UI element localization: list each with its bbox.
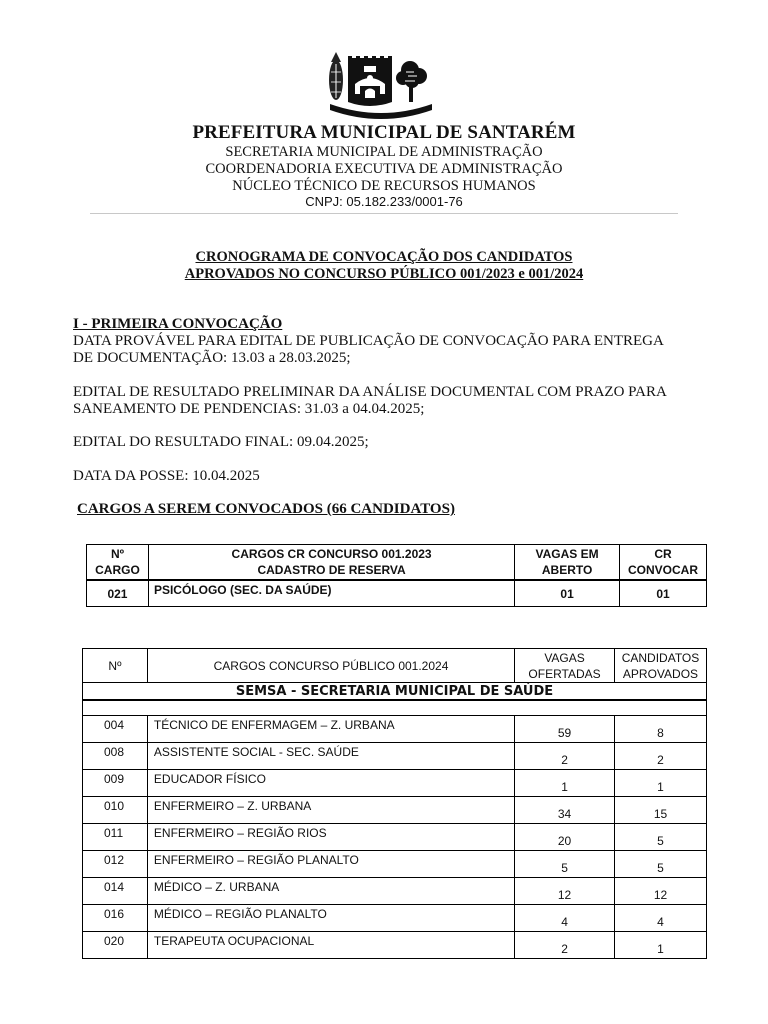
secretariat-line: SECRETARIA MUNICIPAL DE ADMINISTRAÇÃO bbox=[225, 144, 543, 160]
cell-aprovados: 12 bbox=[615, 878, 707, 905]
cell-vagas: 59 bbox=[515, 716, 615, 743]
cell-vagas: 01 bbox=[515, 580, 620, 607]
cell-name: ENFERMEIRO – REGIÃO RIOS bbox=[147, 824, 514, 851]
cell-name: MÉDICO – REGIÃO PLANALTO bbox=[147, 905, 514, 932]
table-row bbox=[87, 580, 707, 607]
cell-convocar: 01 bbox=[620, 580, 707, 607]
schedule-item-documentation-line2: DE DOCUMENTAÇÃO: 13.03 a 28.03.2025; bbox=[73, 350, 351, 366]
cell-vagas: 2 bbox=[515, 932, 615, 959]
document-title-line1: CRONOGRAMA DE CONVOCAÇÃO DOS CANDIDATOS bbox=[195, 249, 573, 265]
cell-code: 008 bbox=[83, 743, 148, 770]
cargos-heading: CARGOS A SEREM CONVOCADOS (66 CANDIDATOS) bbox=[77, 501, 455, 517]
column-header-number: Nº CARGO bbox=[87, 545, 149, 581]
header-divider bbox=[90, 213, 678, 214]
column-header-number: Nº bbox=[83, 649, 148, 683]
cell-aprovados: 15 bbox=[615, 797, 707, 824]
cell-vagas: 1 bbox=[515, 770, 615, 797]
column-header-aprovados: CANDIDATOS APROVADOS bbox=[615, 649, 707, 683]
section-label-semsa: SEMSA - SECRETARIA MUNICIPAL DE SAÚDE bbox=[83, 683, 707, 701]
cell-name: ENFERMEIRO – REGIÃO PLANALTO bbox=[147, 851, 514, 878]
municipality-title: PREFEITURA MUNICIPAL DE SANTARÉM bbox=[192, 122, 576, 143]
cell-vagas: 34 bbox=[515, 797, 615, 824]
schedule-item-preliminary-line2: SANEAMENTO DE PENDENCIAS: 31.03 a 04.04.2025; bbox=[73, 401, 425, 417]
table-row bbox=[83, 716, 707, 743]
column-header-cargo: CARGOS CONCURSO PÚBLICO 001.2024 bbox=[147, 649, 514, 683]
cell-name: TÉCNICO DE ENFERMAGEM – Z. URBANA bbox=[147, 716, 514, 743]
cell-aprovados: 2 bbox=[615, 743, 707, 770]
coordination-line: COORDENADORIA EXECUTIVA DE ADMINISTRAÇÃO bbox=[205, 161, 563, 177]
cell-aprovados: 1 bbox=[615, 770, 707, 797]
cell-name: EDUCADOR FÍSICO bbox=[147, 770, 514, 797]
cell-code: 021 bbox=[87, 580, 149, 607]
cnpj-line: CNPJ: 05.182.233/0001-76 bbox=[305, 194, 463, 209]
table-header-row bbox=[83, 649, 707, 683]
hr-nucleus-line: NÚCLEO TÉCNICO DE RECURSOS HUMANOS bbox=[232, 178, 536, 194]
table-row bbox=[83, 824, 707, 851]
cell-code: 014 bbox=[83, 878, 148, 905]
column-header-cr-convocar: CR CONVOCAR bbox=[620, 545, 707, 581]
table-row bbox=[83, 932, 707, 959]
cell-vagas: 12 bbox=[515, 878, 615, 905]
cell-code: 004 bbox=[83, 716, 148, 743]
column-header-vagas: VAGAS EM ABERTO bbox=[515, 545, 620, 581]
cell-name: ASSISTENTE SOCIAL - SEC. SAÚDE bbox=[147, 743, 514, 770]
cell-name: PSICÓLOGO (SEC. DA SAÚDE) bbox=[148, 580, 514, 607]
column-header-cargo: CARGOS CR CONCURSO 001.2023 CADASTRO DE RESERVA bbox=[148, 545, 514, 581]
spacer-row bbox=[83, 700, 707, 716]
crest-banner-text: SANTARÉM bbox=[363, 108, 399, 114]
cell-code: 020 bbox=[83, 932, 148, 959]
table-header-row bbox=[87, 545, 707, 581]
cell-aprovados: 4 bbox=[615, 905, 707, 932]
cell-code: 010 bbox=[83, 797, 148, 824]
table-row bbox=[83, 905, 707, 932]
table-row bbox=[83, 797, 707, 824]
table-row bbox=[83, 878, 707, 905]
schedule-item-inauguration: DATA DA POSSE: 10.04.2025 bbox=[73, 468, 260, 484]
cell-name: ENFERMEIRO – Z. URBANA bbox=[147, 797, 514, 824]
cell-aprovados: 5 bbox=[615, 851, 707, 878]
section-row bbox=[83, 683, 707, 701]
cell-code: 012 bbox=[83, 851, 148, 878]
cell-vagas: 2 bbox=[515, 743, 615, 770]
cell-code: 016 bbox=[83, 905, 148, 932]
reserve-table-2023 bbox=[86, 544, 707, 607]
cell-vagas: 20 bbox=[515, 824, 615, 851]
table-row bbox=[83, 770, 707, 797]
cell-code: 009 bbox=[83, 770, 148, 797]
cell-vagas: 4 bbox=[515, 905, 615, 932]
cell-aprovados: 8 bbox=[615, 716, 707, 743]
table-row bbox=[83, 743, 707, 770]
section-heading: I - PRIMEIRA CONVOCAÇÃO bbox=[73, 316, 283, 332]
schedule-item-documentation-line1: DATA PROVÁVEL PARA EDITAL DE PUBLICAÇÃO DE CONVOCAÇÃO PARA ENTREGA bbox=[73, 333, 664, 349]
positions-table-2024 bbox=[82, 648, 707, 959]
cell-vagas: 5 bbox=[515, 851, 615, 878]
cell-code: 011 bbox=[83, 824, 148, 851]
column-header-vagas: VAGAS OFERTADAS bbox=[515, 649, 615, 683]
cell-aprovados: 5 bbox=[615, 824, 707, 851]
cell-name: MÉDICO – Z. URBANA bbox=[147, 878, 514, 905]
schedule-item-final-result: EDITAL DO RESULTADO FINAL: 09.04.2025; bbox=[73, 434, 369, 450]
table-row bbox=[83, 851, 707, 878]
schedule-item-preliminary-line1: EDITAL DE RESULTADO PRELIMINAR DA ANÁLISE DOCUMENTAL COM PRAZO PARA bbox=[73, 384, 667, 400]
document-title-line2: APROVADOS NO CONCURSO PÚBLICO 001/2023 e 001/2024 bbox=[184, 266, 584, 282]
cell-name: TERAPEUTA OCUPACIONAL bbox=[147, 932, 514, 959]
cell-aprovados: 1 bbox=[615, 932, 707, 959]
